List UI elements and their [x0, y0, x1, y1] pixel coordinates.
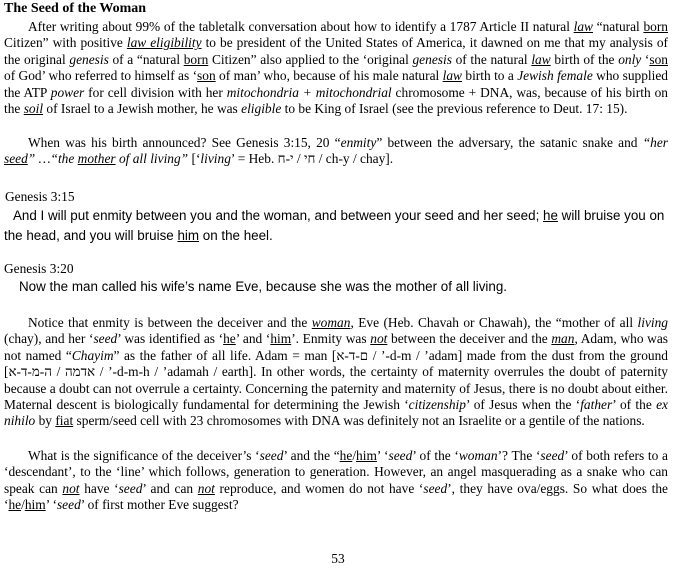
paragraph-4: What is the significance of the deceiver’s ‘seed’ and the “he/him’ ‘seed’ of the ‘woman’? The ‘seed’ of both refers to a ‘descendant’, to the ‘line’ which follows, generation to generation. However, an angel masquerading as a snake who can speak can not have ‘seed’ and can not reproduce, and women do not have ‘seed’, they have ova/eggs. So what does the ‘he/him’ ‘seed’ of first mother Eve suggest? — [4, 448, 668, 513]
section-heading: The Seed of the Woman — [4, 1, 147, 16]
paragraph-3: Notice that enmity is between the deceiver and the woman, Eve (Heb. Chavah or Chawah), the “mother of all living (chay), and her ‘seed’ was identified as ‘he’ and ‘him’. Enmity was not between the deceiver and the man, Adam, who was not named “Chayim” as the father of all life. Adam = man [ם-ד-א / ’-d-m / ’adam] made from the dust from the ground [אדמה / ה-מ-ד-א / ’-d-m-h / ’adamah / earth]. In other words, the certainty of maternity overrules the doubt of paternity because a doubt can not overrule a certainty. Concerning the paternity and maternity of Jesus, there is no doubt about either. Maternal descent is biologically fundamental for determining the Jewish ‘citizenship’ of Jesus when the ‘father’ of the ex nihilo by fiat sperm/seed cell with 23 chromosomes with DNA was definitely not an Israelite or a gentile of the nations. — [4, 315, 669, 429]
verse-reference-genesis-3-15: Genesis 3:15 — [5, 189, 75, 204]
paragraph-2: When was his birth announced? See Genesis 3:15, 20 “enmity” between the adversary, the satanic snake and “her seed” …“the mother of all living” [‘living’ = Heb. חי / י-ח / ch-y / chay]. — [4, 135, 668, 167]
verse-reference-genesis-3-20: Genesis 3:20 — [4, 261, 74, 276]
verse-genesis-3-15: And I will put enmity between you and the woman, and between your seed and her seed; he will bruise you on the head, and you will bruise him on the heel. — [4, 208, 665, 243]
page-number: 53 — [331, 551, 345, 566]
paragraph-1: After writing about 99% of the tabletalk conversation about how to identify a 1787 Article II natural law “natural born Citizen” with positive law eligibility to be president of the United States of America, it dawned on me that my analysis of the original genesis of a “natural born Citizen” also applied to the ‘original genesis of the natural law birth of the only ‘son of God’ who referred to himself as ‘son of man’ who, because of his male natural law birth to a Jewish female who supplied the ATP power for cell division with her mitochondria + mitochondrial chromosome + DNA, was, because of his birth on the soil of Israel to a Jewish mother, he was eligible to be King of Israel (see the previous reference to Deut. 17: 15). — [4, 19, 669, 117]
verse-genesis-3-20: Now the man called his wife’s name Eve, because she was the mother of all living. — [19, 279, 508, 294]
